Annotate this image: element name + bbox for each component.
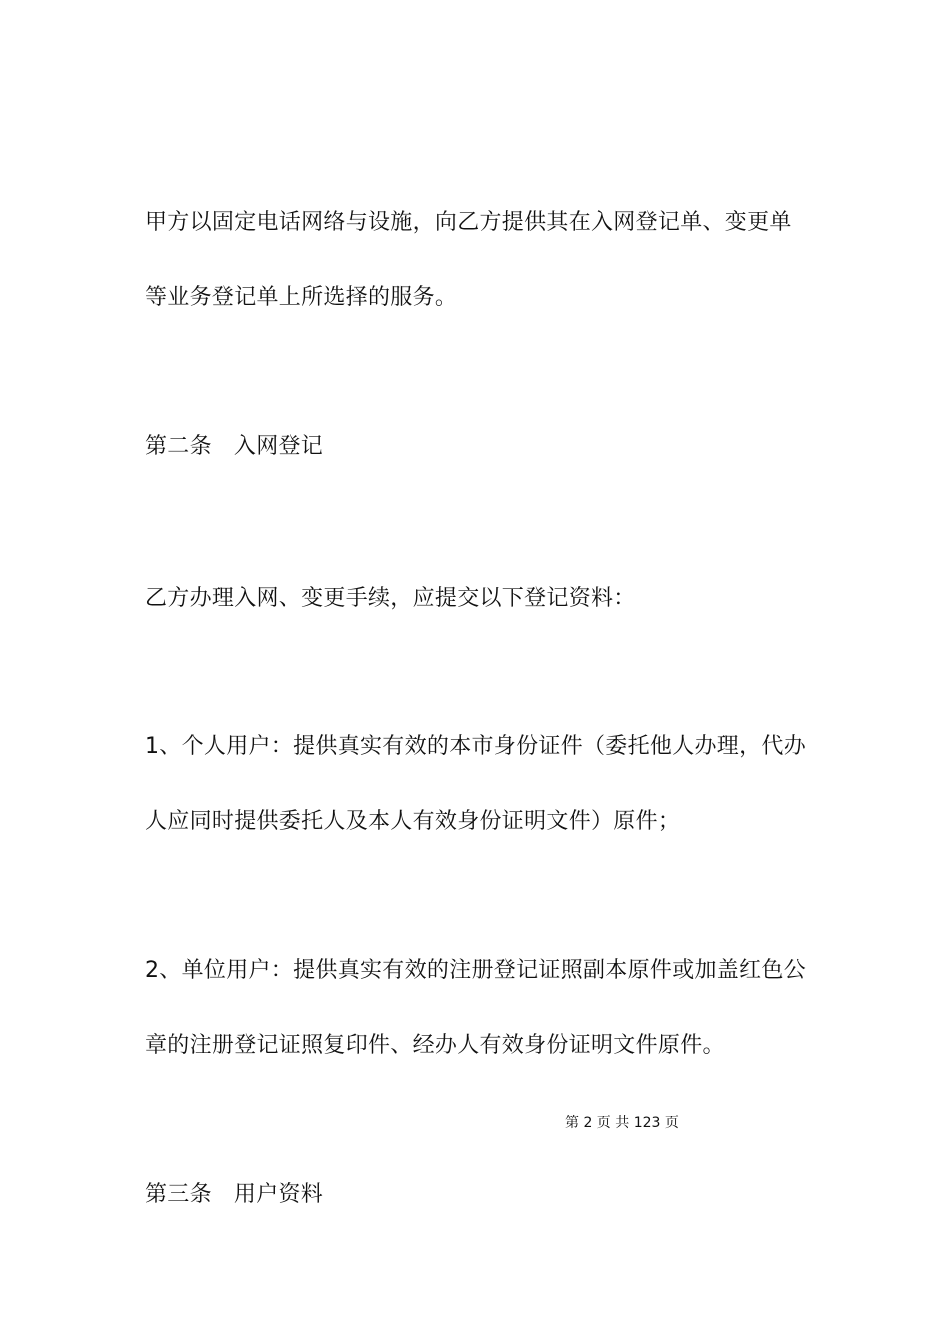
article-title: 用户资料 bbox=[233, 1182, 324, 1207]
article-heading-2 bbox=[145, 432, 323, 462]
list-item-line: 2、单位用户：提供真实有效的注册登记证照副本原件或加盖红色公 bbox=[145, 958, 806, 983]
list-item-line: 章的注册登记证照复印件、经办人有效身份证明文件原件。 bbox=[145, 1033, 725, 1058]
paragraph-line: 等业务登记单上所选择的服务。 bbox=[145, 285, 458, 310]
article-number: 第三条 bbox=[145, 1182, 212, 1207]
article-title: 入网登记 bbox=[233, 434, 324, 459]
paragraph-line: 甲方以固定电话网络与设施，向乙方提供其在入网登记单、变更单 bbox=[145, 210, 792, 235]
list-item-line: 1、个人用户：提供真实有效的本市身份证件（委托他人办理，代办 bbox=[145, 734, 806, 759]
list-item-line: 人应同时提供委托人及本人有效身份证明文件）原件； bbox=[145, 809, 681, 834]
article-heading-3 bbox=[145, 1180, 323, 1210]
page-number: 第 2 页 共 123 页 bbox=[565, 1115, 679, 1131]
paragraph-line: 乙方办理入网、变更手续，应提交以下登记资料： bbox=[145, 586, 636, 611]
article-number: 第二条 bbox=[145, 434, 212, 459]
